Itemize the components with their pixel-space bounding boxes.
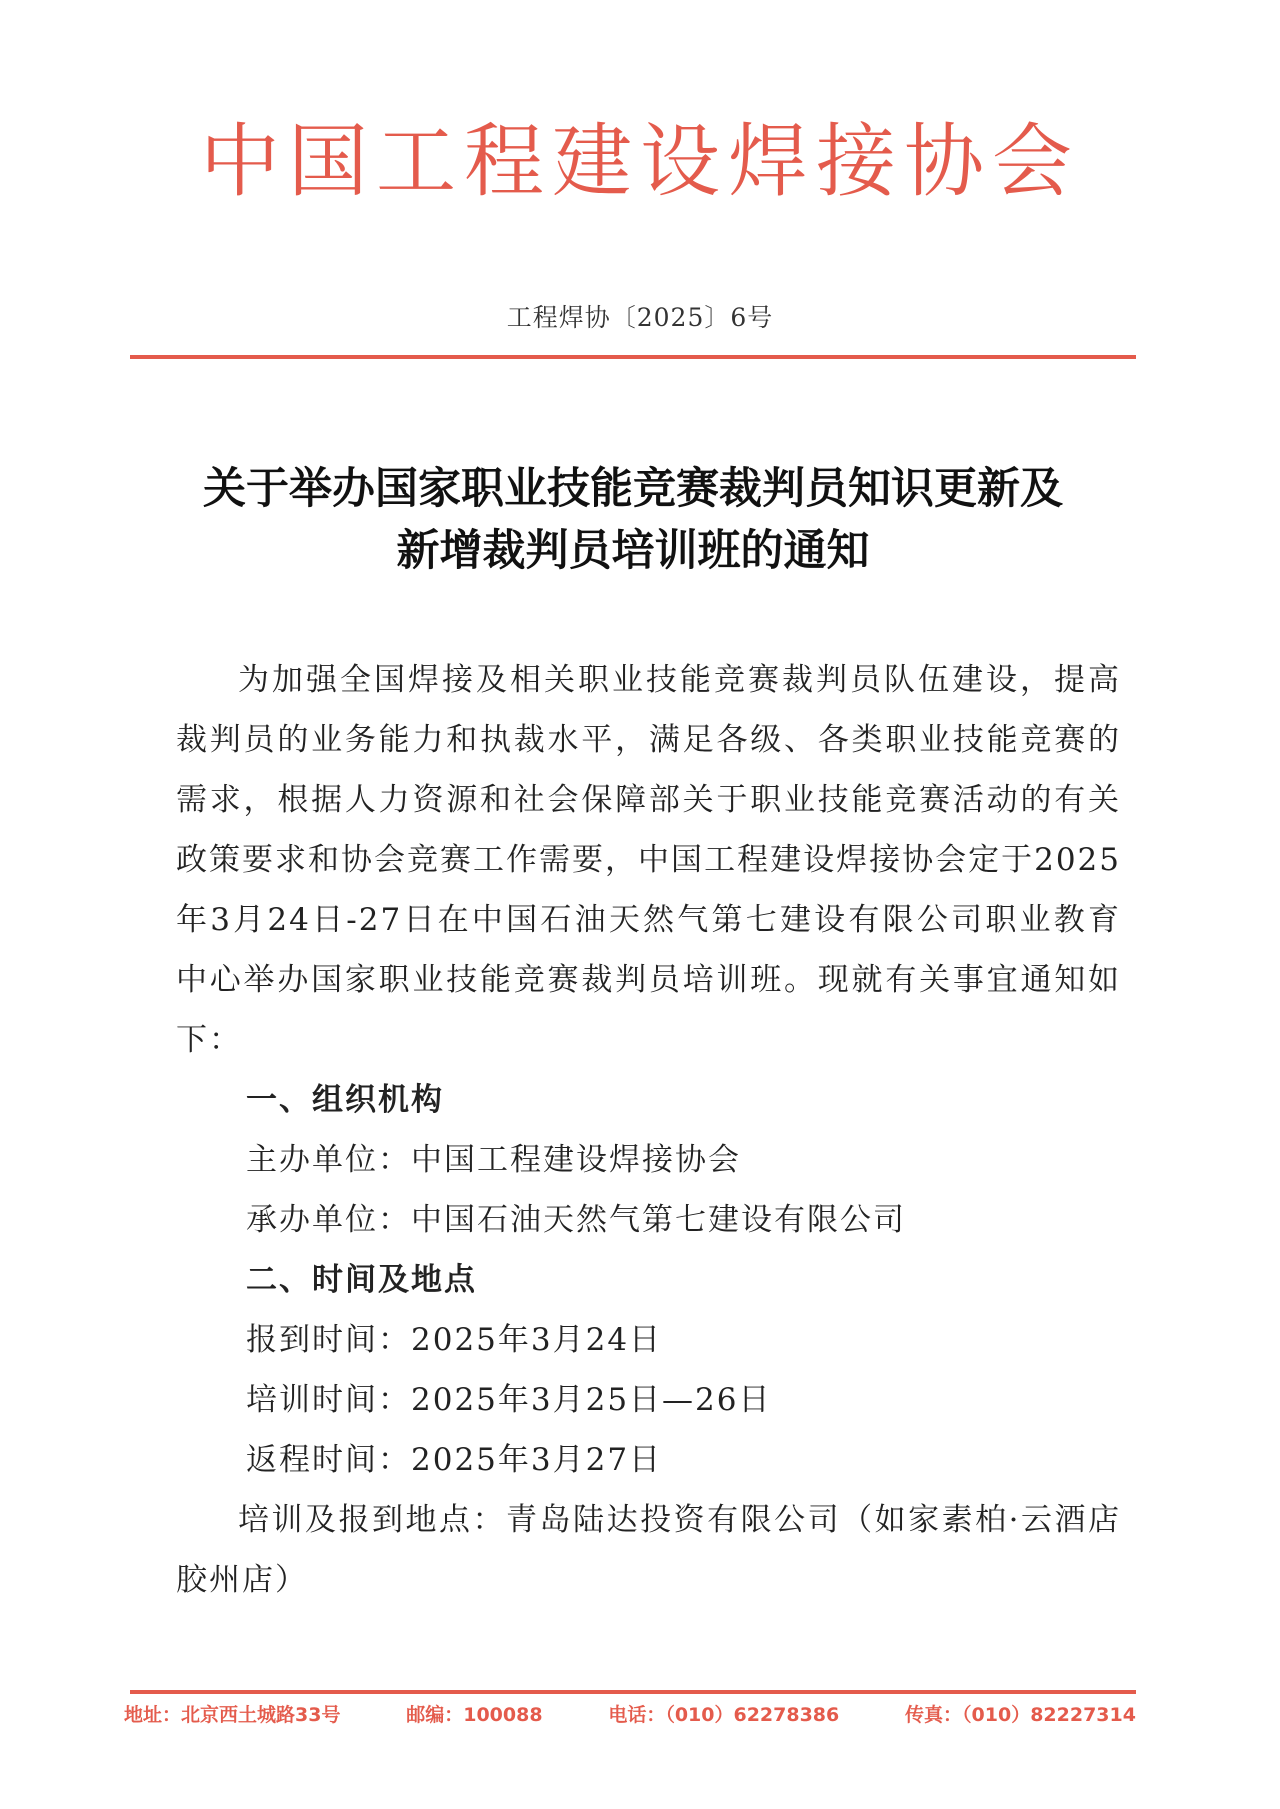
footer-fax: [905, 1700, 1136, 1730]
address-label: 地址：: [124, 1704, 182, 1726]
fax-label: 传真：: [905, 1704, 963, 1726]
training-time-label: 培训时间：: [246, 1382, 411, 1418]
host-line: [176, 1130, 1121, 1190]
section-heading-time-location: 二、时间及地点: [246, 1262, 477, 1298]
organizer-label: 承办单位：: [246, 1202, 411, 1238]
contact-footer: [124, 1700, 1136, 1730]
postcode-label: 邮编：: [406, 1704, 464, 1726]
title-line-2: 新增裁判员培训班的通知: [396, 526, 870, 576]
return-time-line: [176, 1430, 1121, 1490]
title-line-1: 关于举办国家职业技能竞赛裁判员知识更新及: [203, 464, 1063, 514]
report-time-line: [176, 1310, 1121, 1370]
address-value: 北京西土城路33号: [181, 1704, 341, 1726]
location-line: [176, 1490, 1121, 1610]
intro-paragraph: 为加强全国焊接及相关职业技能竞赛裁判员队伍建设，提高裁判员的业务能力和执裁水平，满足各级、各类职业技能竞赛的需求，根据人力资源和社会保障部关于职业技能竞赛活动的有关政策要求和协会竞赛工作需要，中国工程建设焊接协会定于2025年3月24日-27日在中国石油天然气第七建设有限公司职业教育中心举办国家职业技能竞赛裁判员培训班。现就有关事宜通知如下：: [176, 662, 1121, 1058]
header-divider: [130, 355, 1136, 359]
footer-phone: [608, 1700, 839, 1730]
return-time-value: 2025年3月27日: [411, 1442, 663, 1478]
document-title: [130, 458, 1136, 582]
document-number: 工程焊协〔2025〕6号: [506, 303, 774, 332]
host-value: 中国工程建设焊接协会: [411, 1142, 741, 1178]
location-value: 青岛陆达投资有限公司（如家素柏·云酒店胶州店）: [176, 1502, 1121, 1598]
phone-value: （010）62278386: [665, 1704, 840, 1726]
training-time-line: [176, 1370, 1121, 1430]
phone-label: 电话：: [608, 1704, 666, 1726]
footer-postcode: [406, 1700, 542, 1730]
organization-header: 中国工程建设焊接协会: [200, 115, 1080, 208]
section-heading-organization: 一、组织机构: [246, 1082, 444, 1118]
footer-divider: [130, 1690, 1136, 1694]
report-time-label: 报到时间：: [246, 1322, 411, 1358]
report-time-value: 2025年3月24日: [411, 1322, 663, 1358]
return-time-label: 返程时间：: [246, 1442, 411, 1478]
organizer-value: 中国石油天然气第七建设有限公司: [411, 1202, 906, 1238]
postcode-value: 100088: [463, 1704, 543, 1726]
fax-value: （010）82227314: [962, 1704, 1136, 1726]
document-body: [176, 650, 1121, 1610]
organizer-line: [176, 1190, 1121, 1250]
footer-address: [124, 1700, 340, 1730]
host-label: 主办单位：: [246, 1142, 411, 1178]
location-label: 培训及报到地点：: [238, 1502, 507, 1538]
training-time-value: 2025年3月25日—26日: [411, 1382, 772, 1418]
